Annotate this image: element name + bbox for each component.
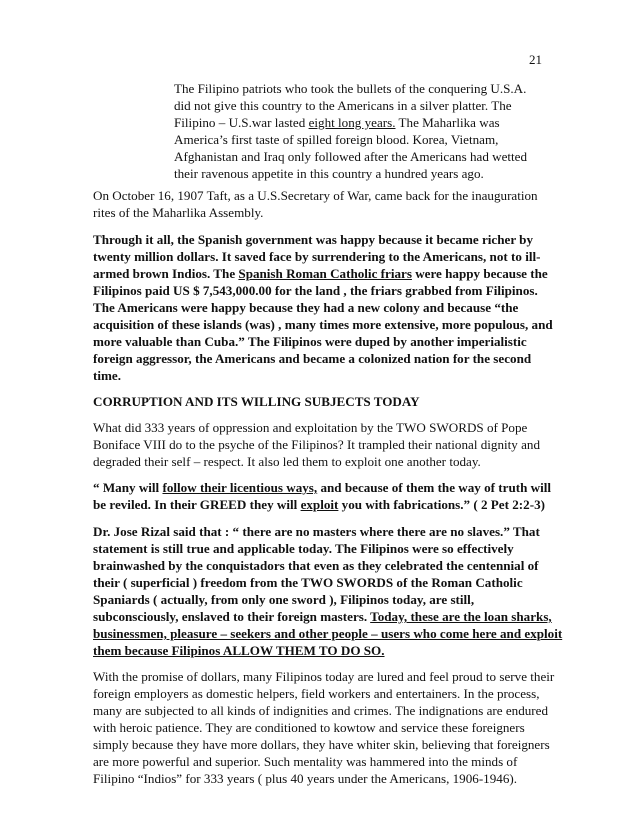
quote-line: America’s first taste of spilled foreign blood. Korea, Vietnam, [174,132,499,147]
paragraph-line: Dr. Jose Rizal said that : “ there are no masters where there are no slaves.” That [93,524,540,539]
underlined-phrase: Today, these are the loan sharks, [370,609,552,624]
paragraph-line: statement is still true and applicable today. The Filipinos were so effectively [93,541,514,556]
paragraph-line: Boniface VIII do to the psyche of the Filipinos? It trampled their national dignity and [93,437,541,452]
underlined-phrase: follow their licentious ways, [162,480,318,495]
quote-line: Afghanistan and Iraq only followed after the Americans had wetted [174,149,528,164]
paragraph-line: Filipinos paid US $ 7,543,000.00 for the land , the friars grabbed from Filipinos. [93,283,538,298]
paragraph-line: brainwashed by the conquistadors that even as they celebrated the centennial of [93,558,539,573]
paragraph-line: with heroic patience. They are conditioned to kowtow and service these foreigners [93,720,525,735]
quote-text: Filipino – U.S.war lasted [174,115,309,130]
paragraph-line: acquisition of these islands (was) , many times more extensive, more populous, and [93,317,553,332]
paragraph-line: time. [93,368,121,383]
paragraph-line: rites of the Maharlika Assembly. [93,205,264,220]
paragraph-line: twenty million dollars. It saved face by surrendering to the Americans, not to ill- [93,249,541,264]
underlined-phrase: them because Filipinos ALLOW THEM TO DO SO. [93,643,385,658]
underlined-phrase: businessmen, pleasure – seekers and other people – users who come here and exploit [93,626,563,641]
page-number: 21 [529,52,542,67]
paragraph-line: more valuable than Cuba.” The Filipinos were duped by another imperialistic [93,334,527,349]
paragraph-line: simply because they have more dollars, they have whiter skin, believing that foreigners [93,737,550,752]
paragraph-line: Through it all, the Spanish government was happy because it became richer by [93,232,534,247]
underlined-phrase: eight long years. [308,115,396,130]
paragraph-line: The Americans were happy because they had a new colony and because “the [93,300,519,315]
paragraph-text: and because of them the way of truth will [317,480,552,495]
paragraph-line [93,479,551,496]
underlined-phrase: Spanish Roman Catholic friars [238,266,412,281]
quote-line: did not give this country to the Americans in a silver platter. The [174,98,512,113]
paragraph-text: were happy because the [411,266,548,281]
paragraph-line: With the promise of dollars, many Filipinos today are lured and feel proud to serve their [93,669,555,684]
paragraph-line: their ( superficial ) freedom from the TWO SWORDS of the Roman Catholic [93,575,523,590]
paragraph-line [93,608,552,625]
paragraph-text: armed brown Indios. The [93,266,239,281]
paragraph-line: What did 333 years of oppression and exploitation by the TWO SWORDS of Pope [93,420,528,435]
quote-text: The Maharlika was [395,115,500,130]
section-heading: CORRUPTION AND ITS WILLING SUBJECTS TODAY [93,394,420,409]
paragraph-line [93,496,545,513]
paragraph-line: many are subjected to all kinds of indignities and crimes. The indignations are endured [93,703,549,718]
paragraph-line: foreign aggressor, the Americans and became a colonized nation for the second [93,351,532,366]
paragraph-text: “ Many will [93,480,163,495]
quote-line: The Filipino patriots who took the bullets of the conquering U.S.A. [174,81,527,96]
paragraph-line: Filipino “Indios” for 333 years ( plus 40 years under the Americans, 1906-1946). [93,771,517,786]
paragraph-line [93,642,385,659]
underlined-word: exploit [300,497,339,512]
paragraph-text: subconsciously, enslaved to their foreign masters. [93,609,371,624]
paragraph-line: Spaniards ( actually, from only one sword ), Filipinos today, are still, [93,592,475,607]
paragraph-line [93,625,562,642]
paragraph-line [93,265,548,282]
paragraph-line: On October 16, 1907 Taft, as a U.S.Secretary of War, came back for the inauguration [93,188,538,203]
paragraph-line: foreign employers as domestic helpers, field workers and entertainers. In the process, [93,686,540,701]
paragraph-text: you with fabrications.” ( 2 Pet 2:2-3) [338,497,545,512]
quote-line [174,114,500,131]
paragraph-line: degraded their self – respect. It also led them to exploit one another today. [93,454,481,469]
paragraph-text: be reviled. In their GREED they will [93,497,301,512]
paragraph-line: are more powerful and superior. Such mentality was hammered into the minds of [93,754,518,769]
quote-line: their ravenous appetite in this country a hundred years ago. [174,166,484,181]
